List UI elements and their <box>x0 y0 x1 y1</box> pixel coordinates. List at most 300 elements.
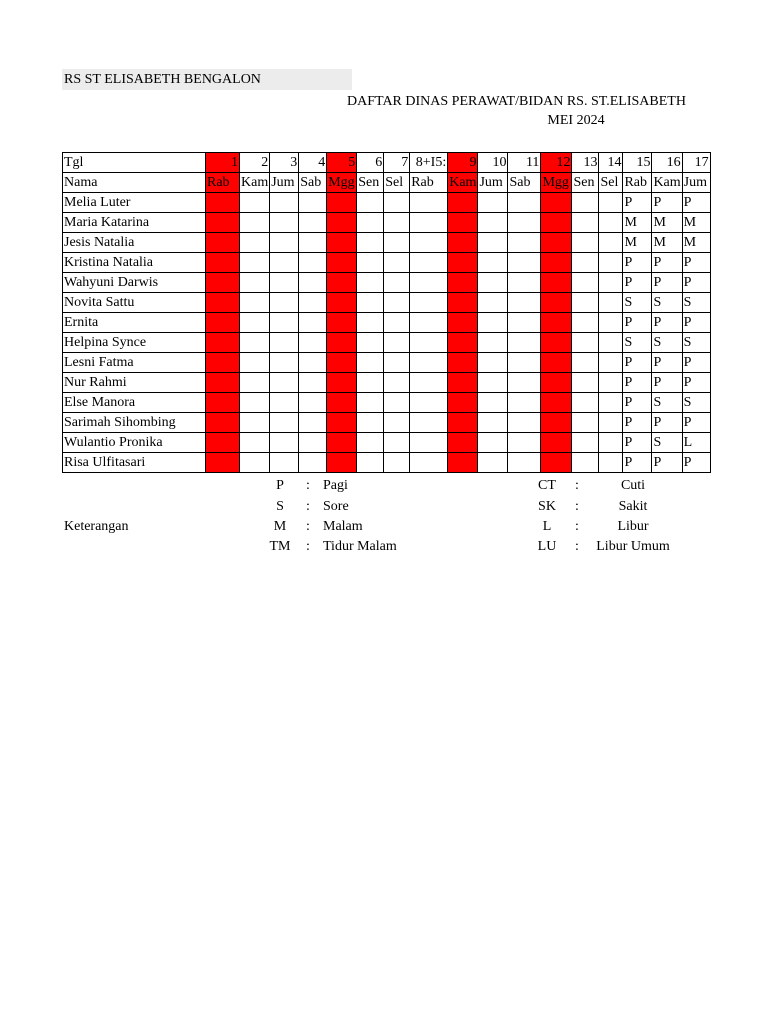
shift-cell: P <box>682 373 710 393</box>
date-cell: 6 <box>357 153 384 173</box>
legend-separator: : <box>575 499 579 514</box>
tgl-header: Tgl <box>63 153 206 173</box>
date-cell: 12 <box>541 153 572 173</box>
day-cell: Jum <box>682 173 710 193</box>
empty-shift-cell <box>206 273 240 293</box>
staff-row <box>63 253 711 273</box>
shift-cell: P <box>623 433 652 453</box>
day-cell: Sel <box>384 173 410 193</box>
staff-row <box>63 353 711 373</box>
day-cell: Rab <box>410 173 448 193</box>
empty-shift-cell <box>240 413 270 433</box>
legend-separator: : <box>306 478 310 493</box>
empty-shift-cell <box>448 253 478 273</box>
empty-shift-cell <box>572 413 599 433</box>
empty-shift-cell <box>270 313 299 333</box>
legend-code: L <box>542 519 552 534</box>
empty-shift-cell <box>206 373 240 393</box>
legend-separator: : <box>575 478 579 493</box>
empty-shift-cell <box>410 233 448 253</box>
empty-shift-cell <box>478 273 508 293</box>
empty-shift-cell <box>410 253 448 273</box>
empty-shift-cell <box>448 313 478 333</box>
hospital-name: RS ST ELISABETH BENGALON <box>62 69 352 90</box>
shift-cell: P <box>652 413 682 433</box>
empty-shift-cell <box>478 433 508 453</box>
shift-cell: P <box>652 373 682 393</box>
empty-shift-cell <box>541 273 572 293</box>
shift-cell: L <box>682 433 710 453</box>
empty-shift-cell <box>357 433 384 453</box>
empty-shift-cell <box>206 393 240 413</box>
empty-shift-cell <box>240 253 270 273</box>
empty-shift-cell <box>448 193 478 213</box>
empty-shift-cell <box>299 253 327 273</box>
empty-shift-cell <box>410 393 448 413</box>
shift-cell: P <box>652 193 682 213</box>
empty-shift-cell <box>206 313 240 333</box>
staff-row <box>63 373 711 393</box>
empty-shift-cell <box>572 453 599 473</box>
empty-shift-cell <box>448 393 478 413</box>
empty-shift-cell <box>541 253 572 273</box>
empty-shift-cell <box>448 353 478 373</box>
empty-shift-cell <box>478 293 508 313</box>
empty-shift-cell <box>357 213 384 233</box>
day-cell: Sab <box>299 173 327 193</box>
empty-shift-cell <box>508 233 541 253</box>
day-cell: Rab <box>623 173 652 193</box>
shift-cell: P <box>652 253 682 273</box>
empty-shift-cell <box>508 433 541 453</box>
date-cell: 10 <box>478 153 508 173</box>
empty-shift-cell <box>508 253 541 273</box>
empty-shift-cell <box>270 373 299 393</box>
shift-cell: P <box>682 413 710 433</box>
empty-shift-cell <box>599 393 623 413</box>
empty-shift-cell <box>327 413 357 433</box>
empty-shift-cell <box>299 413 327 433</box>
empty-shift-cell <box>410 273 448 293</box>
empty-shift-cell <box>541 313 572 333</box>
empty-shift-cell <box>541 213 572 233</box>
empty-shift-cell <box>270 453 299 473</box>
legend-code: P <box>276 478 284 493</box>
empty-shift-cell <box>299 193 327 213</box>
legend-code: TM <box>269 539 291 554</box>
empty-shift-cell <box>541 393 572 413</box>
staff-row <box>63 273 711 293</box>
empty-shift-cell <box>240 293 270 313</box>
empty-shift-cell <box>572 193 599 213</box>
empty-shift-cell <box>270 333 299 353</box>
empty-shift-cell <box>206 193 240 213</box>
day-header-row <box>63 173 711 193</box>
staff-row <box>63 453 711 473</box>
staff-name: Wulantio Pronika <box>63 433 206 453</box>
shift-cell: M <box>623 213 652 233</box>
date-cell: 4 <box>299 153 327 173</box>
legend-meaning: Sore <box>323 499 349 514</box>
shift-cell: P <box>652 313 682 333</box>
shift-cell: S <box>623 293 652 313</box>
staff-name: Risa Ulfitasari <box>63 453 206 473</box>
staff-name: Maria Katarina <box>63 213 206 233</box>
staff-name: Sarimah Sihombing <box>63 413 206 433</box>
empty-shift-cell <box>299 453 327 473</box>
empty-shift-cell <box>327 373 357 393</box>
empty-shift-cell <box>270 413 299 433</box>
shift-cell: M <box>652 213 682 233</box>
date-cell: 1 <box>206 153 240 173</box>
empty-shift-cell <box>410 373 448 393</box>
empty-shift-cell <box>599 213 623 233</box>
empty-shift-cell <box>508 273 541 293</box>
empty-shift-cell <box>206 353 240 373</box>
shift-cell: P <box>682 453 710 473</box>
shift-cell: S <box>652 293 682 313</box>
legend-code: LU <box>537 539 557 554</box>
empty-shift-cell <box>327 233 357 253</box>
empty-shift-cell <box>270 353 299 373</box>
empty-shift-cell <box>240 373 270 393</box>
empty-shift-cell <box>478 413 508 433</box>
empty-shift-cell <box>357 393 384 413</box>
empty-shift-cell <box>357 413 384 433</box>
empty-shift-cell <box>299 233 327 253</box>
shift-cell: P <box>682 313 710 333</box>
shift-cell: P <box>623 253 652 273</box>
date-cell: 5 <box>327 153 357 173</box>
date-cell: 11 <box>508 153 541 173</box>
empty-shift-cell <box>240 213 270 233</box>
empty-shift-cell <box>299 333 327 353</box>
day-cell: Sel <box>599 173 623 193</box>
empty-shift-cell <box>327 273 357 293</box>
empty-shift-cell <box>508 333 541 353</box>
empty-shift-cell <box>384 233 410 253</box>
empty-shift-cell <box>448 373 478 393</box>
empty-shift-cell <box>240 313 270 333</box>
empty-shift-cell <box>599 253 623 273</box>
empty-shift-cell <box>327 393 357 413</box>
empty-shift-cell <box>384 393 410 413</box>
empty-shift-cell <box>270 293 299 313</box>
period-label: MEI 2024 <box>547 113 605 128</box>
empty-shift-cell <box>599 433 623 453</box>
day-cell: Mgg <box>327 173 357 193</box>
legend-code: S <box>276 499 284 514</box>
empty-shift-cell <box>384 273 410 293</box>
staff-name: Helpina Synce <box>63 333 206 353</box>
empty-shift-cell <box>410 353 448 373</box>
empty-shift-cell <box>327 313 357 333</box>
empty-shift-cell <box>478 233 508 253</box>
day-cell: Sen <box>572 173 599 193</box>
legend-meaning: Libur Umum <box>596 539 670 554</box>
day-cell: Jum <box>478 173 508 193</box>
shift-cell: S <box>682 333 710 353</box>
staff-row <box>63 413 711 433</box>
empty-shift-cell <box>357 313 384 333</box>
empty-shift-cell <box>384 253 410 273</box>
nama-header: Nama <box>63 173 206 193</box>
staff-row <box>63 213 711 233</box>
empty-shift-cell <box>299 373 327 393</box>
empty-shift-cell <box>410 313 448 333</box>
empty-shift-cell <box>448 333 478 353</box>
staff-name: Wahyuni Darwis <box>63 273 206 293</box>
empty-shift-cell <box>448 273 478 293</box>
empty-shift-cell <box>270 193 299 213</box>
empty-shift-cell <box>410 213 448 233</box>
shift-cell: P <box>623 393 652 413</box>
empty-shift-cell <box>384 453 410 473</box>
empty-shift-cell <box>206 293 240 313</box>
empty-shift-cell <box>327 453 357 473</box>
shift-cell: P <box>682 353 710 373</box>
staff-name: Jesis Natalia <box>63 233 206 253</box>
empty-shift-cell <box>541 293 572 313</box>
empty-shift-cell <box>572 333 599 353</box>
empty-shift-cell <box>384 193 410 213</box>
empty-shift-cell <box>599 413 623 433</box>
legend-meaning: Malam <box>323 519 363 534</box>
empty-shift-cell <box>299 393 327 413</box>
empty-shift-cell <box>508 193 541 213</box>
shift-cell: P <box>682 193 710 213</box>
empty-shift-cell <box>206 253 240 273</box>
empty-shift-cell <box>327 213 357 233</box>
empty-shift-cell <box>599 353 623 373</box>
empty-shift-cell <box>478 453 508 473</box>
staff-name: Lesni Fatma <box>63 353 206 373</box>
empty-shift-cell <box>299 313 327 333</box>
empty-shift-cell <box>410 333 448 353</box>
empty-shift-cell <box>599 193 623 213</box>
empty-shift-cell <box>206 413 240 433</box>
staff-row <box>63 393 711 413</box>
empty-shift-cell <box>572 233 599 253</box>
staff-row <box>63 333 711 353</box>
empty-shift-cell <box>299 293 327 313</box>
legend-separator: : <box>575 539 579 554</box>
legend-meaning: Tidur Malam <box>323 539 397 554</box>
empty-shift-cell <box>599 233 623 253</box>
empty-shift-cell <box>478 393 508 413</box>
empty-shift-cell <box>240 333 270 353</box>
empty-shift-cell <box>572 253 599 273</box>
empty-shift-cell <box>327 193 357 213</box>
empty-shift-cell <box>508 453 541 473</box>
empty-shift-cell <box>357 373 384 393</box>
day-cell: Jum <box>270 173 299 193</box>
empty-shift-cell <box>357 353 384 373</box>
empty-shift-cell <box>357 273 384 293</box>
legend-code: M <box>273 519 287 534</box>
empty-shift-cell <box>448 233 478 253</box>
empty-shift-cell <box>508 213 541 233</box>
empty-shift-cell <box>478 253 508 273</box>
empty-shift-cell <box>327 253 357 273</box>
date-cell: 17 <box>682 153 710 173</box>
shift-cell: S <box>652 393 682 413</box>
empty-shift-cell <box>270 393 299 413</box>
legend-meaning: Pagi <box>323 478 348 493</box>
shift-cell: P <box>652 273 682 293</box>
date-cell: 7 <box>384 153 410 173</box>
legend-separator: : <box>306 539 310 554</box>
empty-shift-cell <box>508 373 541 393</box>
legend-separator: : <box>306 519 310 534</box>
shift-cell: S <box>682 293 710 313</box>
empty-shift-cell <box>299 273 327 293</box>
shift-cell: P <box>623 193 652 213</box>
empty-shift-cell <box>478 193 508 213</box>
empty-shift-cell <box>357 453 384 473</box>
shift-cell: P <box>623 273 652 293</box>
legend-code: CT <box>538 478 556 493</box>
shift-cell: M <box>652 233 682 253</box>
staff-row <box>63 233 711 253</box>
day-cell: Sen <box>357 173 384 193</box>
shift-cell: P <box>623 453 652 473</box>
empty-shift-cell <box>270 233 299 253</box>
shift-cell: P <box>623 313 652 333</box>
empty-shift-cell <box>448 293 478 313</box>
staff-name: Melia Luter <box>63 193 206 213</box>
empty-shift-cell <box>572 213 599 233</box>
empty-shift-cell <box>240 393 270 413</box>
day-cell: Sab <box>508 173 541 193</box>
empty-shift-cell <box>357 333 384 353</box>
empty-shift-cell <box>410 433 448 453</box>
empty-shift-cell <box>384 313 410 333</box>
document-title-wrap <box>330 92 702 112</box>
empty-shift-cell <box>240 353 270 373</box>
date-cell: 16 <box>652 153 682 173</box>
empty-shift-cell <box>572 293 599 313</box>
staff-name: Kristina Natalia <box>63 253 206 273</box>
empty-shift-cell <box>384 293 410 313</box>
empty-shift-cell <box>327 353 357 373</box>
empty-shift-cell <box>384 413 410 433</box>
empty-shift-cell <box>384 333 410 353</box>
shift-cell: P <box>682 273 710 293</box>
empty-shift-cell <box>599 313 623 333</box>
empty-shift-cell <box>410 293 448 313</box>
empty-shift-cell <box>541 193 572 213</box>
shift-cell: P <box>623 353 652 373</box>
legend-title: Keterangan <box>64 519 129 534</box>
date-cell: 9 <box>448 153 478 173</box>
empty-shift-cell <box>384 353 410 373</box>
staff-name: Else Manora <box>63 393 206 413</box>
empty-shift-cell <box>599 273 623 293</box>
empty-shift-cell <box>478 373 508 393</box>
staff-name: Ernita <box>63 313 206 333</box>
shift-cell: M <box>682 233 710 253</box>
empty-shift-cell <box>448 453 478 473</box>
empty-shift-cell <box>206 233 240 253</box>
empty-shift-cell <box>541 333 572 353</box>
date-cell: 8+I5: <box>410 153 448 173</box>
empty-shift-cell <box>410 413 448 433</box>
empty-shift-cell <box>478 313 508 333</box>
empty-shift-cell <box>508 313 541 333</box>
empty-shift-cell <box>240 273 270 293</box>
shift-cell: P <box>623 373 652 393</box>
empty-shift-cell <box>448 213 478 233</box>
staff-name: Nur Rahmi <box>63 373 206 393</box>
empty-shift-cell <box>327 333 357 353</box>
empty-shift-cell <box>206 213 240 233</box>
empty-shift-cell <box>572 353 599 373</box>
empty-shift-cell <box>599 333 623 353</box>
empty-shift-cell <box>478 213 508 233</box>
date-cell: 13 <box>572 153 599 173</box>
staff-name: Novita Sattu <box>63 293 206 313</box>
empty-shift-cell <box>299 433 327 453</box>
empty-shift-cell <box>240 433 270 453</box>
empty-shift-cell <box>508 413 541 433</box>
shift-cell: S <box>682 393 710 413</box>
date-cell: 15 <box>623 153 652 173</box>
empty-shift-cell <box>357 253 384 273</box>
empty-shift-cell <box>327 433 357 453</box>
staff-row <box>63 293 711 313</box>
day-cell: Kam <box>240 173 270 193</box>
empty-shift-cell <box>541 413 572 433</box>
empty-shift-cell <box>572 313 599 333</box>
date-header-row <box>63 153 711 173</box>
empty-shift-cell <box>206 333 240 353</box>
empty-shift-cell <box>508 353 541 373</box>
empty-shift-cell <box>357 193 384 213</box>
empty-shift-cell <box>541 433 572 453</box>
date-cell: 14 <box>599 153 623 173</box>
empty-shift-cell <box>270 213 299 233</box>
legend-separator: : <box>575 519 579 534</box>
shift-cell: M <box>623 233 652 253</box>
empty-shift-cell <box>508 393 541 413</box>
empty-shift-cell <box>572 373 599 393</box>
date-cell: 2 <box>240 153 270 173</box>
shift-cell: S <box>652 433 682 453</box>
empty-shift-cell <box>206 453 240 473</box>
day-cell: Kam <box>652 173 682 193</box>
empty-shift-cell <box>240 453 270 473</box>
staff-row <box>63 313 711 333</box>
day-cell: Rab <box>206 173 240 193</box>
shift-cell: P <box>623 413 652 433</box>
empty-shift-cell <box>599 373 623 393</box>
empty-shift-cell <box>299 353 327 373</box>
empty-shift-cell <box>410 453 448 473</box>
empty-shift-cell <box>508 293 541 313</box>
empty-shift-cell <box>270 273 299 293</box>
legend-meaning: Libur <box>617 519 649 534</box>
empty-shift-cell <box>384 213 410 233</box>
shift-cell: P <box>652 353 682 373</box>
empty-shift-cell <box>299 213 327 233</box>
legend-separator: : <box>306 499 310 514</box>
empty-shift-cell <box>541 353 572 373</box>
empty-shift-cell <box>206 433 240 453</box>
empty-shift-cell <box>240 193 270 213</box>
empty-shift-cell <box>572 433 599 453</box>
empty-shift-cell <box>478 333 508 353</box>
